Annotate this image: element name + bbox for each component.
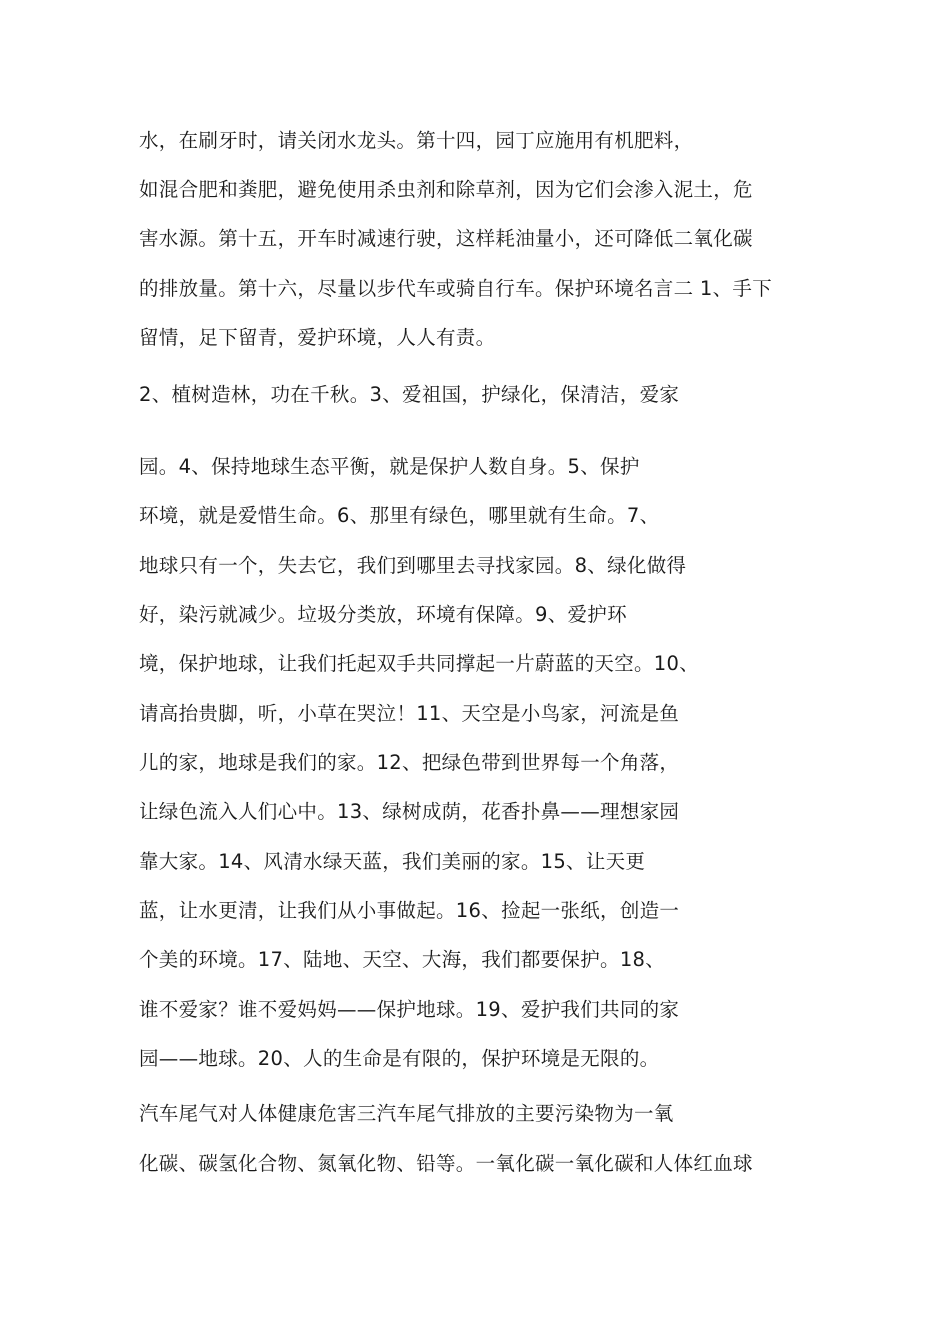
text-line: 2、植树造林，功在千秋。3、爱祖国，护绿化，保清洁，爱家 (139, 383, 680, 406)
text-line: 蓝，让水更清，让我们从小事做起。16、捡起一张纸，创造一 (139, 899, 680, 922)
text-line: 让绿色流入人们心中。13、绿树成荫，花香扑鼻——理想家园 (139, 800, 680, 823)
text-line: 园——地球。20、人的生命是有限的，保护环境是无限的。 (139, 1047, 660, 1070)
text-line: 汽车尾气对人体健康危害三汽车尾气排放的主要污染物为一氧 (139, 1102, 674, 1125)
text-line: 个美的环境。17、陆地、天空、大海，我们都要保护。18、 (139, 948, 666, 971)
text-line: 园。4、保持地球生态平衡，就是保护人数自身。5、保护 (139, 455, 640, 478)
text-line: 环境，就是爱惜生命。6、那里有绿色，哪里就有生命。7、 (139, 504, 660, 527)
text-line: 的排放量。第十六，尽量以步代车或骑自行车。保护环境名言二 1、手下 (139, 277, 773, 300)
text-line: 好，染污就减少。垃圾分类放，环境有保障。9、爱护环 (139, 603, 627, 626)
text-line: 留情，足下留青，爱护环境，人人有责。 (139, 326, 496, 349)
text-line: 害水源。第十五，开车时减速行驶，这样耗油量小，还可降低二氧化碳 (139, 227, 753, 250)
text-line: 儿的家，地球是我们的家。12、把绿色带到世界每一个角落， (139, 751, 680, 774)
text-line: 如混合肥和粪肥，避免使用杀虫剂和除草剂，因为它们会渗入泥土，危 (139, 178, 753, 201)
text-line: 水，在刷牙时，请关闭水龙头。第十四，园丁应施用有机肥料， (139, 129, 694, 152)
text-line: 请高抬贵脚，听，小草在哭泣！11、天空是小鸟家，河流是鱼 (139, 702, 680, 725)
text-line: 谁不爱家？谁不爱妈妈——保护地球。19、爱护我们共同的家 (139, 998, 680, 1021)
text-line: 靠大家。14、风清水绿天蓝，我们美丽的家。15、让天更 (139, 850, 646, 873)
text-line: 化碳、碳氢化合物、氮氧化物、铅等。一氧化碳一氧化碳和人体红血球 (139, 1152, 753, 1175)
text-line: 地球只有一个，失去它，我们到哪里去寻找家园。8、绿化做得 (139, 554, 687, 577)
text-line: 境，保护地球，让我们托起双手共同撑起一片蔚蓝的天空。10、 (139, 652, 700, 675)
